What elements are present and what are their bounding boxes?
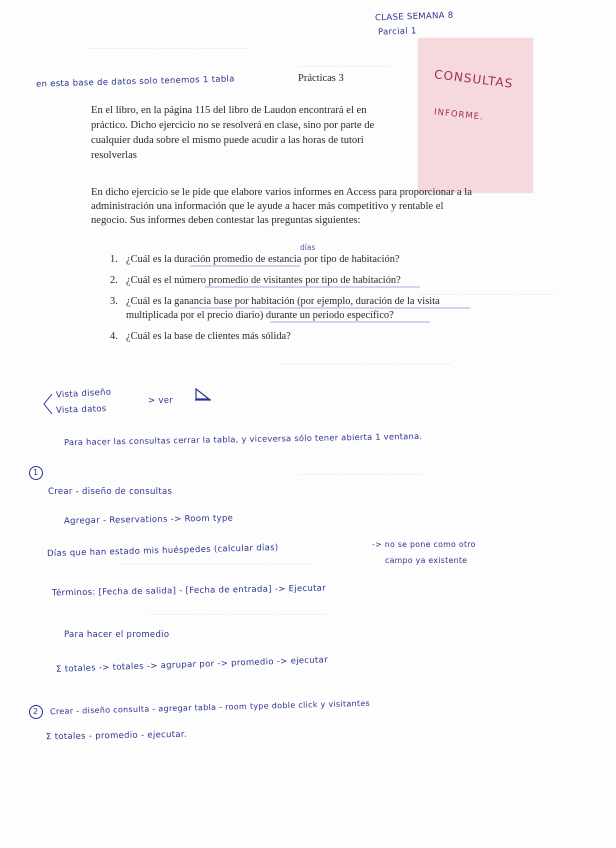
top-note: en esta base de datos solo tenemos 1 tabla [35, 74, 235, 90]
task-line-2: administración una información que le ayude a hacer más competitivo y rentable el [91, 201, 444, 212]
note-sigma: Σ totales -> totales -> agrupar por -> promedio -> ejecutar [55, 655, 329, 675]
task-line-1: En dicho ejercicio se le pide que elabore varios informes en Access para proporcionar a la [91, 187, 472, 198]
question-3-text-line-1: ¿Cuál es la ganancia base por habitación (por ejemplo, duración de la visita [126, 296, 440, 307]
note-dias: Días que han estado mis huéspedes (calcular días) [46, 542, 279, 560]
document-page: ────────────── ──────── ────────── ──────── ────────── ──────── ─────────── ──────── ──────── ───────── ────── ─────────── ──────── ────────── ────── ──────── ─────────── ────────── ───────── ────────── ───── ────────── ────────── CLASE SEMANA 8 Parcial 1 en esta base de datos solo tenemos 1 tabla Prácticas 3 CONSULTAS INFORME. En el libro, en la página 115 del libro de Laudon encontrará el en práctico. Dicho ejercicio no se resolverá en clase, sino por parte de cualquier duda sobre el mismo puede acudir a las horas de tutori resolverlas En dicho ejercicio se le pide que elabore varios informes en Access para proporcionar a la administración una información que le ayude a hacer más competitivo y rentable el negocio. Sus informes deben contestar las preguntas siguientes: días 1. ¿Cuál es la duración promedio de estancia por tipo de habitación? 2. ¿Cuál es el número promedio de visitantes por tipo de habitación? 3. ¿Cuál es la ganancia base por habitación (por ejemplo, duración de la visita multiplicada por el precio diario) durante un periodo específico? 4. ¿Cuál es la base de clientes más sólida? Vista diseño Vista datos > ver Para hacer las consultas cerrar la tabla, y viceversa sólo tener abierta 1 ventana. 1 Crear - diseño de consultas Agregar - Reservations -> Room type Días que han estado mis huéspedes (calcular días) -> no se pone como otro campo ya existente Términos: [Fecha de salida] - [Fecha de entrada] -> Ejecutar Para hacer el promedio Σ totales -> totales -> agrupar por -> promedio -> ejecutar 2 Crear - diseño consulta - agregar tabla - room type doble click y visitantes Σ totales - promedio - ejecutar. [0, 0, 616, 848]
intro-line-1: En el libro, en la página 115 del libro de Laudon encontrará el en [91, 105, 367, 116]
note-totales: Σ totales - promedio - ejecutar. [45, 729, 187, 743]
note-crear: Crear - diseño de consultas [48, 487, 173, 497]
circle-1-label: 1 [33, 468, 39, 477]
sticky-note-informe: INFORME. [433, 107, 485, 123]
question-4: 4. ¿Cuál es la base de clientes más sólida? [110, 331, 291, 342]
question-1-text: ¿Cuál es la duración promedio de estancia por tipo de habitación? [126, 254, 400, 265]
intro-line-4: resolverlas [91, 150, 137, 161]
note-vista-diseno: Vista diseño [55, 387, 112, 401]
question-2-text: ¿Cuál es el número promedio de visitantes por tipo de habitación? [126, 275, 401, 286]
question-4-text: ¿Cuál es la base de clientes más sólida? [126, 331, 291, 342]
q1-annotation: días [300, 243, 316, 252]
note-dias-aside-2: campo ya existente [385, 556, 468, 565]
intro-line-3: cualquier duda sobre el mismo puede acudir a las horas de tutori [91, 135, 364, 146]
header-note-partial: Parcial 1 [377, 26, 417, 38]
note-agregar: Agregar - Reservations -> Room type [63, 513, 234, 527]
triangle-ruler-icon [194, 387, 212, 401]
circle-2-label: 2 [33, 707, 39, 716]
header-note-class: CLASE SEMANA 8 [374, 10, 454, 24]
intro-line-2: práctico. Dicho ejercicio no se resolverá en clase, sino por parte de [91, 120, 375, 131]
note-crear-2: Crear - diseño consulta - agregar tabla - room type doble click y visitantes [49, 698, 371, 717]
note-vista-datos: Vista datos [55, 404, 107, 416]
note-views-arrow: > ver [148, 396, 174, 406]
question-1: 1. ¿Cuál es la duración promedio de estancia por tipo de habitación? [110, 254, 400, 265]
sticky-note-consultas: CONSULTAS [433, 67, 515, 91]
left-bracket-mark [42, 392, 54, 416]
question-3: 3. ¿Cuál es la ganancia base por habitación (por ejemplo, duración de la visita multiplicada por el precio diario) durante un periodo específico? [110, 296, 440, 321]
note-promedio: Para hacer el promedio [64, 630, 170, 640]
question-2: 2. ¿Cuál es el número promedio de visitantes por tipo de habitación? [110, 275, 401, 286]
page-title: Prácticas 3 [298, 73, 344, 84]
task-line-3: negocio. Sus informes deben contestar las preguntas siguientes: [91, 215, 361, 226]
question-3-text-line-2: multiplicada por el precio diario) durante un periodo específico? [126, 310, 394, 321]
note-window: Para hacer las consultas cerrar la tabla, y viceversa sólo tener abierta 1 ventana. [63, 430, 423, 448]
note-terminos: Términos: [Fecha de salida] - [Fecha de entrada] -> Ejecutar [51, 583, 327, 599]
note-dias-aside-1: -> no se pone como otro [372, 540, 476, 549]
